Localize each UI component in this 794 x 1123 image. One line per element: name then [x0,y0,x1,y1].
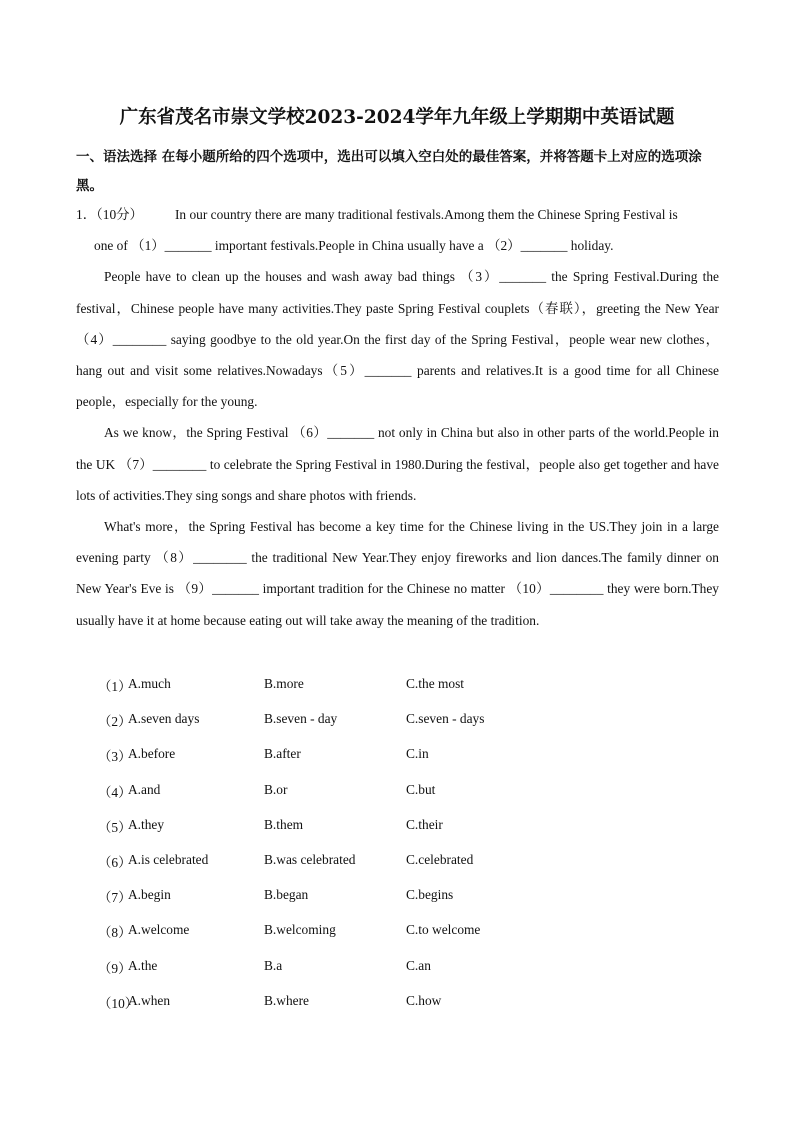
passage-paragraph-1 [76,199,719,230]
option-b: B.where [264,992,309,1008]
option-c: C.how [406,992,442,1008]
option-a: A.much [128,676,171,691]
option-number: （2） [98,714,132,730]
option-row [98,988,698,1023]
passage-paragraph-4: What's more，the Spring Festival has become a key time for the Chinese living in the US.They join in a large evening party （8）________ the traditional New Year.They enjoy fireworks and lion dances.The family dinner on New Year's Eve is （9）_______ important tradition for the Chinese no matter （10）________ they were born.They usually have it at home because eating out will take away the meaning of the tradition. [76,519,719,628]
option-number: （9） [98,960,132,976]
option-c: C.the most [406,676,465,691]
option-a: A.they [128,816,165,832]
option-number: （1） [98,679,132,694]
option-b: B.welcoming [264,922,336,938]
passage-line-1a: In our country there are many traditional festivals.Among them the Chinese Spring Festival is [174,207,678,222]
option-b: B.or [264,781,288,797]
option-row [98,777,698,812]
option-a: A.when [128,992,171,1008]
option-a: A.is celebrated [128,851,209,867]
section-heading: 一、语法选择 在每小题所给的四个选项中，选出可以填入空白处的最佳答案，并将答题卡上对应的选项涂黑。 [76,149,702,194]
option-c: C.an [406,957,431,973]
option-b: B.was celebrated [264,851,356,867]
option-b: B.began [264,887,309,903]
option-b: B.after [264,746,301,762]
document-title: 广东省茂名市崇文学校2023-2024学年九年级上学期期中英语试题 [119,107,675,128]
option-row [98,706,698,741]
option-a: A.welcome [128,922,190,938]
option-a: A.the [128,957,158,973]
option-c: C.their [406,816,443,832]
option-number: （3） [98,749,132,765]
option-row [98,671,698,706]
option-row [98,812,698,847]
option-row [98,882,698,917]
option-row [98,847,698,882]
option-a: A.seven days [128,711,200,727]
option-a: A.begin [128,887,171,903]
option-number: （8） [98,925,132,941]
options-list [98,671,698,1023]
option-row [98,953,698,988]
option-number: （7） [98,890,132,906]
passage-paragraph-3: As we know，the Spring Festival （6）_______ not only in China but also in other parts of the world.People in the UK （7）________ to celebrate the Spring Festival in 1980.During the festival，people also get together and have lots of activities.They sing songs and share photos with friends. [76,425,719,503]
option-row [98,917,698,952]
passage-line-1b: one of （1）_______ important festivals.People in China usually have a （2）_______ holiday. [94,238,614,254]
option-c: C.in [406,746,429,762]
option-c: C.to welcome [406,922,481,938]
option-number: （5） [98,819,132,835]
passage-paragraph-1b [76,230,719,261]
option-b: B.more [264,676,304,691]
option-number: （10） [98,995,139,1011]
option-number: （4） [98,784,132,800]
option-b: B.them [264,816,304,832]
option-a: A.and [128,781,161,797]
option-b: B.seven - day [264,711,338,727]
question-label: 1．（10分） [76,207,143,222]
reading-passage [76,199,719,636]
option-c: C.seven - days [406,711,485,727]
option-a: A.before [128,746,176,762]
option-c: C.but [406,781,436,797]
option-c: C.begins [406,887,454,903]
option-c: C.celebrated [406,851,474,867]
option-row [98,741,698,776]
option-number: （6） [98,854,132,870]
passage-paragraph-2: People have to clean up the houses and wash away bad things （3）_______ the Spring Festival.During the festival，Chinese people have many activities.They paste Spring Festival couplets（春联），greeting the New Year （4）________ saying goodbye to the old year.On the first day of the Spring Festival，people wear new clothes，hang out and visit some relatives.Nowadays（5）_______ parents and relatives.It is a good time for all Chinese people，especially for the young. [76,269,719,410]
option-b: B.a [264,957,283,973]
